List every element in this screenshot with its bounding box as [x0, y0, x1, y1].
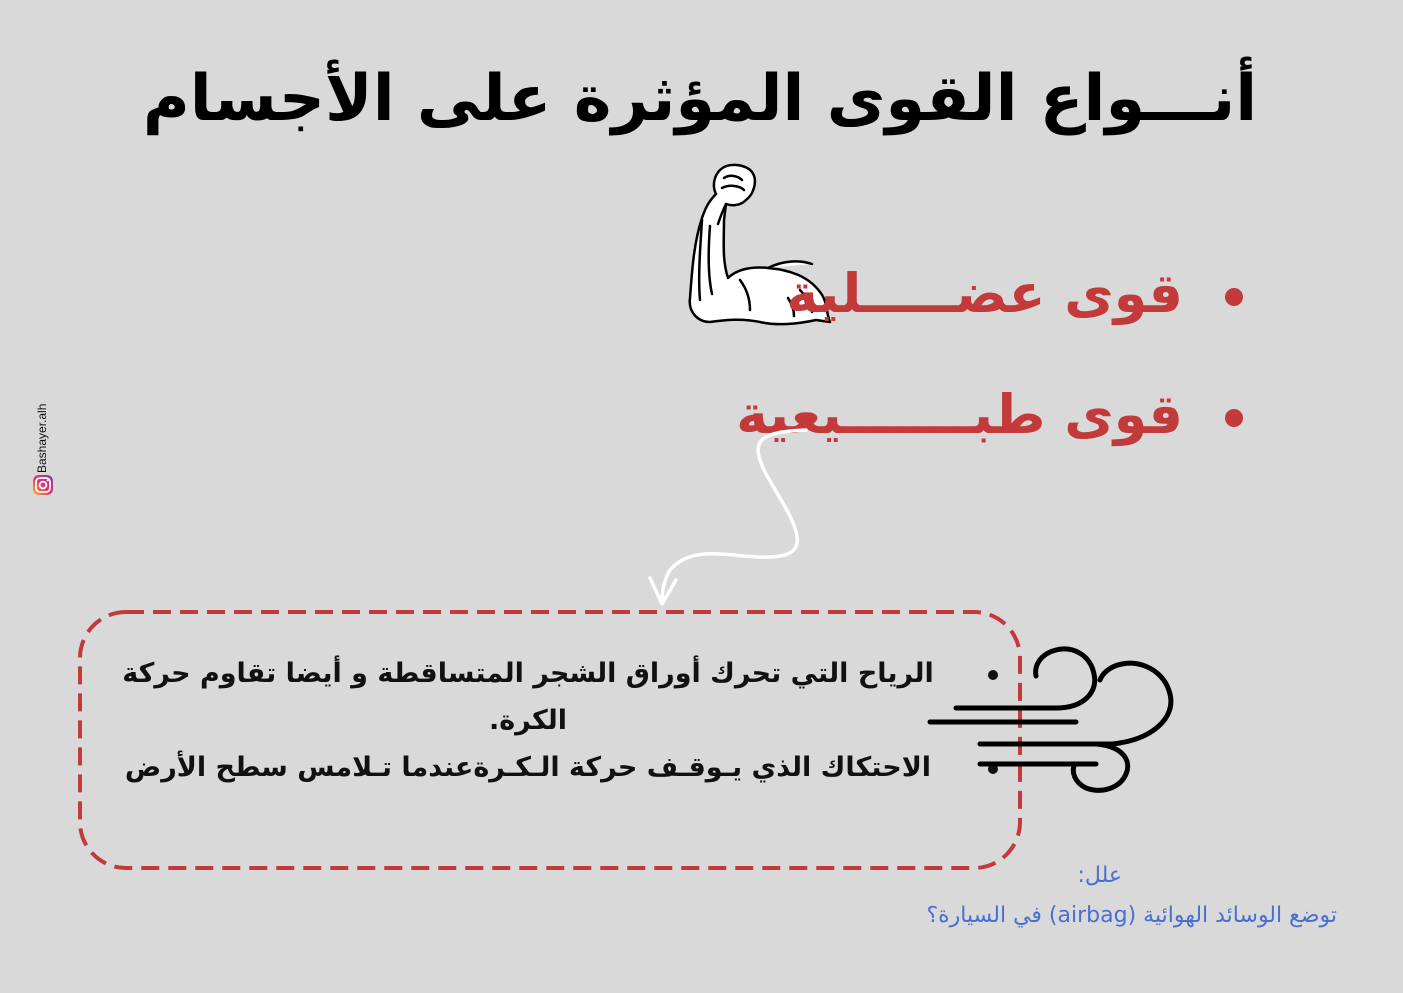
bullet-icon	[1225, 409, 1243, 427]
list-item	[88, 744, 1018, 791]
force-type-label: قوى عضـــــلية	[786, 262, 1183, 325]
curved-arrow-icon	[640, 420, 820, 620]
example-text: الرياح التي تحرك أوراق الشجر المتساقطة و أيضا تقاوم حركة الكرة.	[122, 658, 934, 736]
question-prefix: علل:	[1077, 863, 1122, 888]
question-text: توضع الوسائد الهوائية (airbag) في السيارة؟	[926, 903, 1337, 928]
question-note	[926, 856, 1337, 936]
bullet-icon	[1225, 288, 1243, 306]
list-item	[88, 650, 1018, 744]
instagram-icon	[32, 474, 54, 496]
examples-box	[78, 610, 1022, 870]
credit	[28, 372, 58, 500]
example-text: الاحتكاك الذي يـوقـف حركة الـكـرةعندما تـلامس سطح الأرض	[124, 752, 932, 783]
wind-icon	[926, 640, 1176, 800]
force-type-muscular	[786, 262, 1243, 325]
examples-list	[88, 650, 1018, 791]
page-title: أنـــواع القوى المؤثرة على الأجسام	[142, 62, 1258, 136]
force-type-label: قوى طبـــــــيعية	[736, 383, 1183, 446]
credit-handle: Bashayer.alh	[35, 403, 49, 473]
